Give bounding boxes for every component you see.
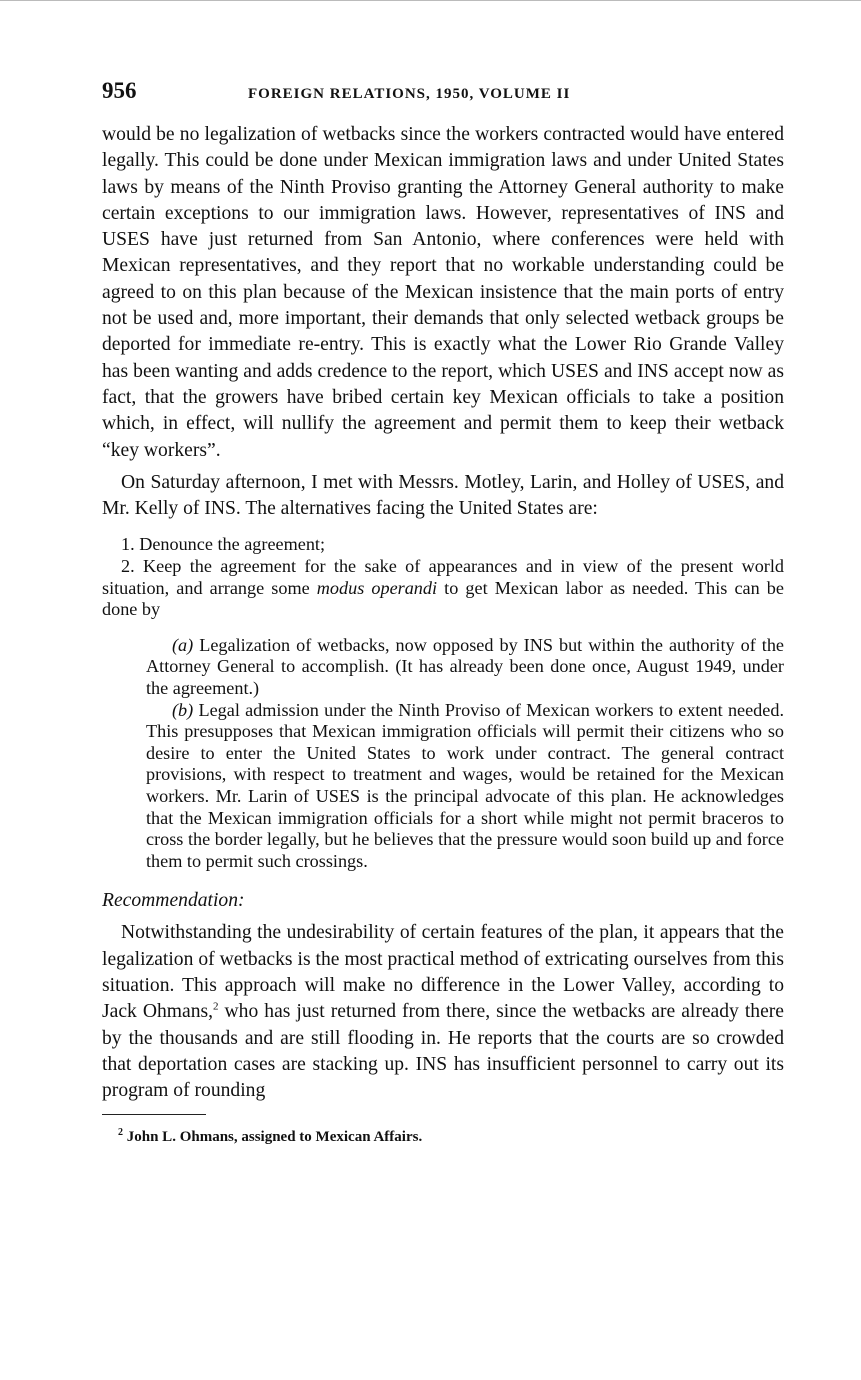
recommendation-text-b: who has just returned from there, since the wetbacks are already there by the thousands and are still flooding in. He reports that the courts are so crowded that deportation cases are stacking up. INS has insufficient personnel to carry out its program of rounding [102,1001,785,1102]
sub-item-a-text: Legalization of wetbacks, now opposed by INS but within the authority of the Attorney General to accomplish. (It has already been done once, August 1949, under the agreement.) [146,634,784,699]
recommendation-heading: Recommendation: [102,890,245,912]
footnote-marker: 2 [118,1127,123,1139]
footnote [118,1129,784,1146]
sub-item-a [146,635,784,700]
alternative-item-2 [102,556,784,621]
alternative-item-2-text-a: 2. Keep the agreement for the sake of appearances and in view of the present world situation, and arrange some [102,556,784,598]
page-number: 956 [102,78,137,103]
recommendation-text-a: Notwithstanding the undesirability of certain features of the plan, it appears that the legalization of wetbacks is the most practical method of extricating ourselves from this situation. This approach will make no difference in the Lower Valley, according to Jack Ohmans, [102,922,784,1023]
alternative-item-1: 1. Denounce the agreement; [121,534,326,555]
alternative-item-2-italic: modus operandi [316,577,438,598]
top-edge-rule [0,0,861,1]
paragraph-meeting: On Saturday afternoon, I met with Messrs. Motley, Larin, and Holley of USES, and Mr. Kelly of INS. The alternatives facing the United States are: [102,471,784,520]
page-header [102,78,784,112]
sub-item-b-label: (b) [172,699,194,720]
sub-item-a-label: (a) [172,634,194,655]
paragraph-continuation: would be no legalization of wetbacks since the workers contracted would have entered legally. This could be done under Mexican immigration laws and under United States laws by means of the Ninth Proviso granting the Attorney General authority to make certain exceptions to our immigration laws. However, representatives of INS and USES have just returned from San Antonio, where conferences were held with Mexican representatives, and they report that no workable understanding could be agreed to on this plan because of the Mexican insistence that the main ports of entry not be used and, more important, their demands that only selected wetback groups be deported for immediate re-entry. This is exactly what the Lower Rio Grande Valley has been wanting and adds credence to the report, which USES and INS accept now as fact, that the growers have bribed certain key Mexican officials to take a position which, in effect, will nullify the agreement and permit them to keep their wetback “key workers”. [102,124,784,461]
footnote-divider [102,1114,206,1115]
recommendation-paragraph [102,920,784,1104]
sub-item-b-text: Legal admission under the Ninth Proviso of Mexican workers to extent needed. This presupposes that Mexican immigration officials will permit their citizens who so desire to enter the United States to work under contract. The general contract provisions, with respect to treatment and wages, would be retained for the Mexican workers. Mr. Larin of USES is the principal advocate of this plan. He acknowledges that the Mexican immigration officials for a short while might not permit braceros to cross the border legally, but he believes that the pressure would soon build up and force them to permit such crossings. [146,699,784,871]
alternative-item-2-text-b: to get Mexican labor as needed. This can be done by [102,577,784,620]
document-page [102,78,784,1146]
footnote-reference: 2 [213,1000,219,1013]
running-title: FOREIGN RELATIONS, 1950, VOLUME II [248,86,571,102]
sub-alternatives [146,635,784,873]
sub-item-b [146,700,784,873]
footnote-text: John L. Ohmans, assigned to Mexican Affairs. [123,1129,423,1146]
alternatives-list [102,534,784,620]
